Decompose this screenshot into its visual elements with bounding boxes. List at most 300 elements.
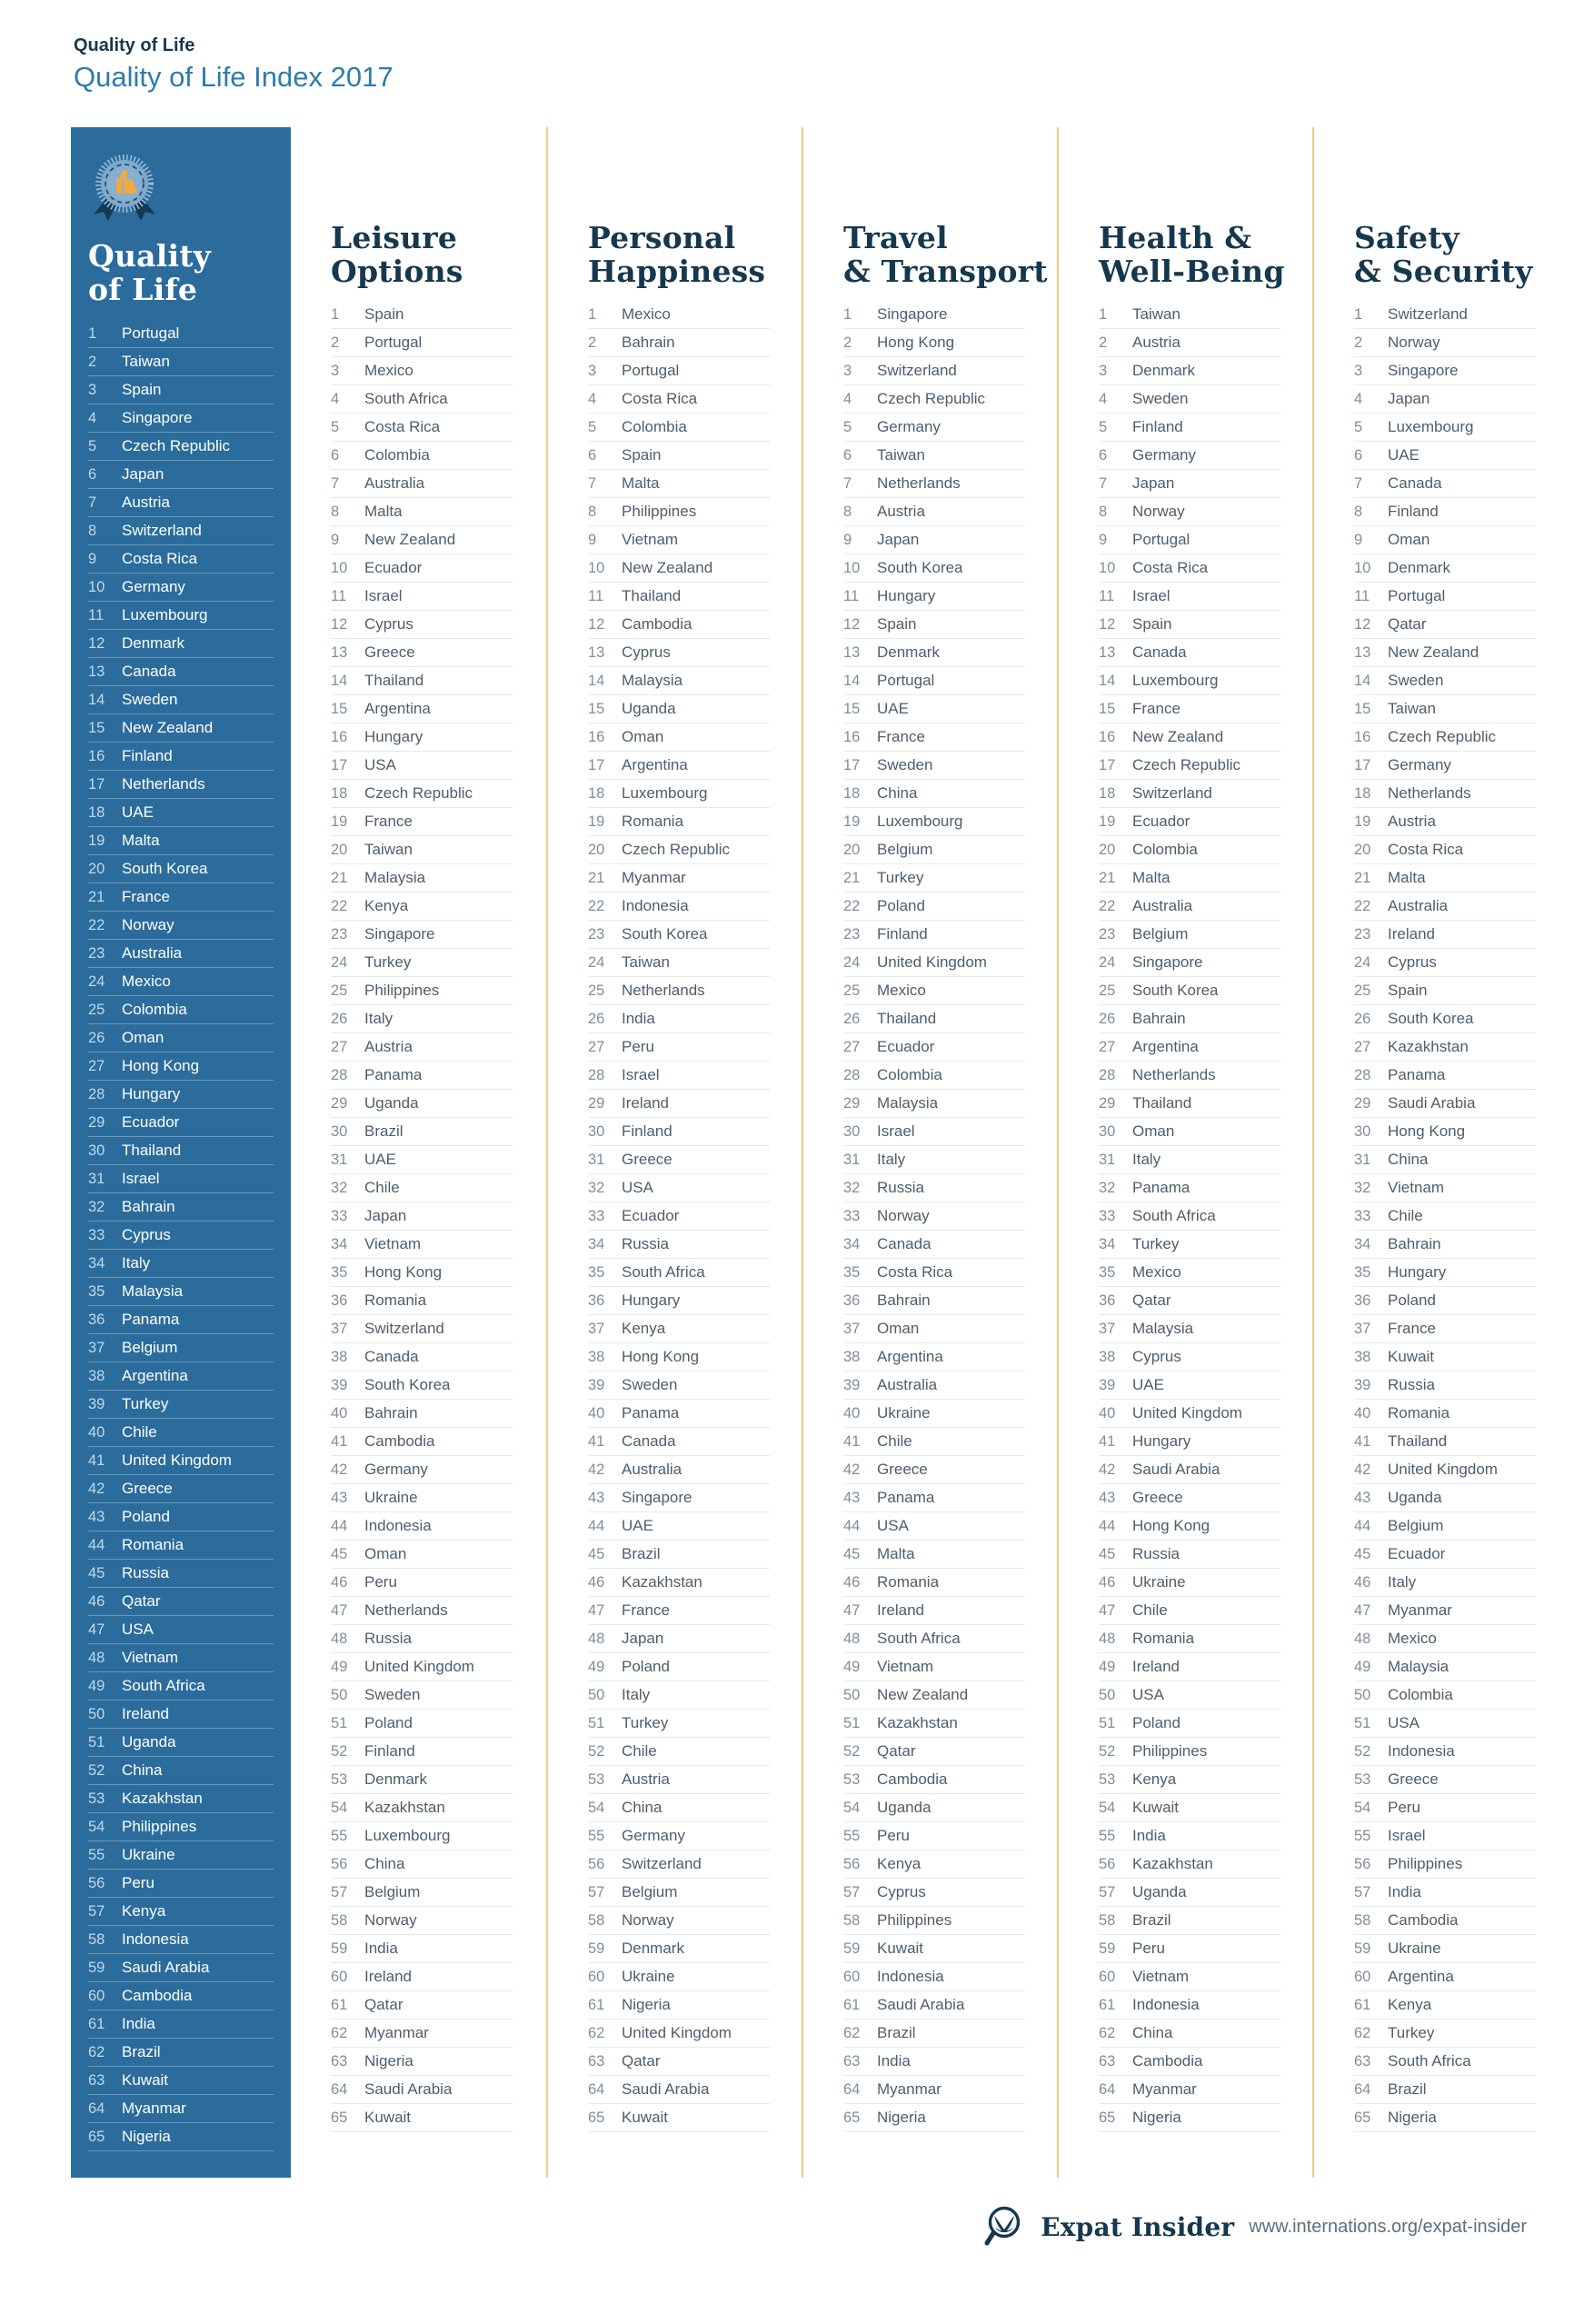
rank-number: 54 <box>1354 1799 1371 1816</box>
rank-number: 53 <box>588 1770 605 1788</box>
list-item <box>843 1625 1025 1653</box>
country-name: Poland <box>622 1658 670 1675</box>
list-item <box>331 1428 513 1456</box>
list-item <box>331 780 513 808</box>
list-item <box>1099 1625 1280 1653</box>
list-item <box>88 1362 274 1391</box>
country-name: Italy <box>1388 1573 1417 1591</box>
list-item <box>331 1202 513 1231</box>
column-title-line: & Transport <box>843 254 1048 289</box>
country-name: Peru <box>1388 1799 1420 1816</box>
rank-number: 13 <box>588 643 605 661</box>
country-name: Cambodia <box>1132 2052 1203 2070</box>
list-item <box>843 1062 1025 1090</box>
rank-number: 10 <box>88 578 105 595</box>
country-name: Hong Kong <box>364 1263 443 1281</box>
rank-number: 36 <box>588 1292 605 1309</box>
country-name: Kenya <box>122 1902 166 1920</box>
rank-number: 57 <box>331 1883 348 1900</box>
rank-number: 47 <box>1354 1601 1371 1619</box>
country-name: South Africa <box>877 1630 961 1647</box>
rank-number: 59 <box>588 1940 605 1957</box>
rank-number: 44 <box>843 1517 861 1534</box>
country-name: Panama <box>1388 1066 1446 1083</box>
rank-number: 39 <box>588 1376 605 1393</box>
list-item <box>331 893 513 921</box>
list-item <box>1354 442 1536 470</box>
country-name: Luxembourg <box>1132 672 1219 689</box>
list-item <box>331 977 513 1005</box>
country-name: Nigeria <box>122 2128 171 2145</box>
country-name: Kenya <box>1132 1770 1177 1788</box>
list-item <box>588 611 770 639</box>
rank-number: 25 <box>588 982 605 999</box>
rank-number: 65 <box>88 2128 105 2145</box>
country-name: Colombia <box>122 1001 187 1018</box>
column-title <box>1354 221 1568 288</box>
list-item <box>1354 667 1536 695</box>
rank-number: 25 <box>88 1001 105 1018</box>
country-name: France <box>1388 1320 1436 1337</box>
country-name: Greece <box>364 643 415 661</box>
list-item <box>1099 2076 1280 2104</box>
country-name: Uganda <box>622 700 676 717</box>
country-name: China <box>877 784 918 802</box>
country-name: Denmark <box>1388 559 1450 576</box>
list-item <box>331 1569 513 1597</box>
list-item <box>331 1681 513 1710</box>
rank-number: 61 <box>331 1996 348 2013</box>
rank-number: 2 <box>88 353 97 370</box>
list-item <box>843 1033 1025 1062</box>
rank-number: 3 <box>88 381 97 398</box>
list-item <box>331 1738 513 1766</box>
rank-number: 47 <box>88 1621 105 1638</box>
country-name: India <box>877 2052 911 2070</box>
rank-number: 30 <box>331 1122 348 1140</box>
rank-number: 32 <box>1354 1179 1371 1196</box>
rank-number: 31 <box>1354 1151 1371 1168</box>
column-title-line: Health & <box>1099 220 1252 255</box>
country-name: Sweden <box>622 1376 678 1393</box>
magnifier-bird-icon <box>982 2203 1030 2250</box>
list-item <box>1354 385 1536 414</box>
rank-number: 4 <box>843 390 852 407</box>
list-item <box>588 583 770 611</box>
country-name: Singapore <box>1132 953 1203 971</box>
rank-number: 54 <box>1099 1799 1116 1816</box>
list-item <box>1354 1541 1536 1569</box>
country-name: Bahrain <box>622 334 675 351</box>
country-name: Chile <box>1132 1601 1168 1619</box>
country-name: Myanmar <box>1388 1601 1452 1619</box>
list-item <box>588 667 770 695</box>
rank-number: 14 <box>588 672 605 689</box>
list-item <box>88 348 274 376</box>
list-item <box>1354 1428 1536 1456</box>
country-name: UAE <box>877 700 909 717</box>
list-item <box>1099 2048 1280 2076</box>
country-name: Cambodia <box>364 1432 435 1450</box>
rank-number: 30 <box>1354 1122 1371 1140</box>
rank-number: 18 <box>331 784 348 802</box>
rank-number: 23 <box>588 925 605 943</box>
list-item <box>331 1062 513 1090</box>
list-item <box>843 301 1025 329</box>
country-name: Costa Rica <box>877 1263 953 1281</box>
list-item <box>1354 1850 1536 1879</box>
country-name: Mexico <box>1132 1263 1181 1281</box>
column-title-line: Options <box>331 254 463 289</box>
country-name: Australia <box>877 1376 938 1393</box>
list-item <box>1354 1822 1536 1850</box>
list-item <box>843 1935 1025 1963</box>
rank-number: 43 <box>1099 1489 1116 1506</box>
rank-number: 14 <box>1099 672 1116 689</box>
country-name: Uganda <box>877 1799 931 1816</box>
rank-number: 23 <box>843 925 861 943</box>
list-item <box>331 1963 513 1991</box>
rank-number: 61 <box>843 1996 861 2013</box>
list-item <box>1099 695 1280 723</box>
rank-number: 48 <box>1099 1630 1116 1647</box>
list-item <box>588 808 770 836</box>
rank-number: 9 <box>1099 531 1108 548</box>
rank-number: 26 <box>331 1010 348 1027</box>
rank-number: 63 <box>588 2052 605 2070</box>
rank-number: 5 <box>588 418 597 435</box>
rank-number: 60 <box>843 1968 861 1985</box>
country-name: Spain <box>122 381 162 398</box>
list-item <box>88 1926 274 1954</box>
list-item <box>88 1024 274 1052</box>
country-name: Ireland <box>622 1094 669 1112</box>
country-name: Austria <box>364 1038 413 1055</box>
rank-number: 28 <box>331 1066 348 1083</box>
country-name: Singapore <box>122 409 193 426</box>
rank-number: 53 <box>843 1770 861 1788</box>
country-name: New Zealand <box>877 1686 969 1703</box>
list-item <box>588 2048 770 2076</box>
list-item <box>331 723 513 752</box>
rank-number: 16 <box>331 728 348 745</box>
rank-number: 38 <box>88 1367 105 1384</box>
country-name: Saudi Arabia <box>364 2080 453 2098</box>
column-title-line: Personal <box>588 220 736 255</box>
rank-number: 39 <box>1354 1376 1371 1393</box>
rank-number: 48 <box>331 1630 348 1647</box>
rank-number: 63 <box>331 2052 348 2070</box>
rank-number: 32 <box>1099 1179 1116 1196</box>
country-name: Brazil <box>622 1545 661 1562</box>
list-item <box>88 1870 274 1898</box>
rank-number: 20 <box>843 841 861 858</box>
list-item <box>1099 949 1280 977</box>
rank-number: 2 <box>1099 334 1108 351</box>
country-name: Czech Republic <box>877 390 986 407</box>
list-item <box>1354 723 1536 752</box>
country-name: Netherlands <box>1388 784 1471 802</box>
country-name: Mexico <box>877 982 926 999</box>
rank-number: 18 <box>843 784 861 802</box>
rank-number: 8 <box>588 503 597 520</box>
ranking-list <box>88 320 274 2151</box>
country-name: Vietnam <box>622 531 679 548</box>
list-item <box>843 2104 1025 2132</box>
list-item <box>588 864 770 893</box>
list-item <box>1099 723 1280 752</box>
rank-number: 33 <box>331 1207 348 1224</box>
list-item <box>331 1653 513 1681</box>
country-name: Chile <box>622 1742 657 1760</box>
country-name: Ireland <box>877 1601 924 1619</box>
country-name: Switzerland <box>364 1320 444 1337</box>
country-name: Austria <box>1132 334 1181 351</box>
country-name: Finland <box>1388 503 1439 520</box>
country-name: Spain <box>1132 615 1172 633</box>
list-item <box>1354 1315 1536 1343</box>
column-title-line: of Life <box>88 272 198 307</box>
list-item <box>88 714 274 743</box>
list-item <box>1099 1231 1280 1259</box>
country-name: Bahrain <box>1388 1235 1441 1252</box>
rank-number: 2 <box>843 334 852 351</box>
rank-number: 37 <box>1354 1320 1371 1337</box>
country-name: Switzerland <box>622 1855 702 1872</box>
country-name: Israel <box>622 1066 660 1083</box>
list-item <box>1099 1033 1280 1062</box>
list-item <box>1099 1174 1280 1202</box>
country-name: Uganda <box>364 1094 419 1112</box>
rank-number: 17 <box>1354 756 1371 773</box>
rank-number: 23 <box>88 944 105 962</box>
rank-number: 13 <box>1099 643 1116 661</box>
country-name: Finland <box>364 1742 415 1760</box>
country-name: Taiwan <box>1132 305 1181 323</box>
list-item <box>1354 1625 1536 1653</box>
country-name: Taiwan <box>1388 700 1436 717</box>
country-name: India <box>1388 1883 1421 1900</box>
list-item <box>588 526 770 554</box>
country-name: Sweden <box>1388 672 1444 689</box>
rank-number: 15 <box>843 700 861 717</box>
country-name: Germany <box>1132 446 1196 464</box>
country-name: Hong Kong <box>622 1348 700 1365</box>
country-name: Malaysia <box>122 1282 184 1300</box>
country-name: Poland <box>364 1714 413 1731</box>
country-name: Malaysia <box>364 869 426 886</box>
country-name: Denmark <box>1132 362 1195 379</box>
list-item <box>1354 1963 1536 1991</box>
rank-number: 24 <box>1099 953 1116 971</box>
list-item <box>1354 1400 1536 1428</box>
country-name: Kazakhstan <box>1132 1855 1213 1872</box>
country-name: Indonesia <box>1132 1996 1200 2013</box>
rank-number: 53 <box>88 1790 105 1807</box>
list-item <box>331 1710 513 1738</box>
rank-number: 64 <box>1099 2080 1116 2098</box>
list-item <box>843 1794 1025 1822</box>
list-item <box>1354 1062 1536 1090</box>
country-name: Belgium <box>877 841 933 858</box>
country-name: Australia <box>1388 897 1449 914</box>
column-travel-transport <box>802 127 1057 2178</box>
rank-number: 35 <box>331 1263 348 1281</box>
list-item <box>88 1813 274 1841</box>
country-name: Malaysia <box>1132 1320 1194 1337</box>
rank-number: 24 <box>843 953 861 971</box>
rank-number: 53 <box>1354 1770 1371 1788</box>
rank-number: 40 <box>331 1404 348 1421</box>
list-item <box>843 1850 1025 1879</box>
country-name: Kazakhstan <box>122 1790 203 1807</box>
country-name: Nigeria <box>877 2109 926 2126</box>
country-name: Vietnam <box>1132 1968 1190 1985</box>
rank-number: 15 <box>588 700 605 717</box>
country-name: China <box>1388 1151 1429 1168</box>
list-item <box>88 1954 274 1982</box>
rank-number: 25 <box>1099 982 1116 999</box>
list-item <box>843 1400 1025 1428</box>
rank-number: 3 <box>1354 362 1363 379</box>
country-name: Malta <box>122 832 160 849</box>
country-name: Greece <box>1132 1489 1183 1506</box>
rank-number: 44 <box>88 1536 105 1553</box>
country-name: China <box>364 1855 405 1872</box>
country-name: Thailand <box>1132 1094 1192 1112</box>
rank-number: 13 <box>331 643 348 661</box>
column-title <box>88 239 291 306</box>
rank-number: 63 <box>1354 2052 1371 2070</box>
list-item <box>588 1005 770 1033</box>
list-item <box>1099 1259 1280 1287</box>
rank-number: 10 <box>1354 559 1371 576</box>
list-item <box>843 949 1025 977</box>
rank-number: 43 <box>331 1489 348 1506</box>
list-item <box>588 1428 770 1456</box>
country-name: Russia <box>1132 1545 1180 1562</box>
ranking-list <box>588 301 770 2132</box>
list-item <box>331 1879 513 1907</box>
country-name: South Korea <box>122 860 208 877</box>
country-name: South Korea <box>364 1376 451 1393</box>
list-item <box>588 1907 770 1935</box>
rank-number: 47 <box>331 1601 348 1619</box>
country-name: Kazakhstan <box>877 1714 958 1731</box>
country-name: South Korea <box>622 925 708 943</box>
country-name: Canada <box>877 1235 931 1252</box>
rank-number: 46 <box>588 1573 605 1591</box>
country-name: Belgium <box>1132 925 1189 943</box>
rank-number: 55 <box>843 1827 861 1844</box>
country-name: Cambodia <box>877 1770 948 1788</box>
footer-url: www.internations.org/expat-insider <box>1249 2216 1527 2237</box>
list-item <box>588 780 770 808</box>
eyebrow-title: Quality of Life <box>74 35 195 55</box>
list-item <box>331 583 513 611</box>
rank-number: 50 <box>588 1686 605 1703</box>
rank-number: 15 <box>1354 700 1371 717</box>
country-name: Austria <box>622 1770 670 1788</box>
country-name: Hungary <box>622 1292 681 1309</box>
list-item <box>1354 1710 1536 1738</box>
list-item <box>1099 977 1280 1005</box>
list-item <box>1099 414 1280 442</box>
rank-number: 62 <box>331 2024 348 2041</box>
list-item <box>843 1484 1025 1512</box>
rank-number: 19 <box>88 832 105 849</box>
country-name: Colombia <box>364 446 430 464</box>
rank-number: 23 <box>1354 925 1371 943</box>
list-item <box>88 1250 274 1278</box>
list-item <box>331 949 513 977</box>
rank-number: 42 <box>1099 1461 1116 1478</box>
list-item <box>88 883 274 912</box>
rank-number: 34 <box>843 1235 861 1252</box>
list-item <box>843 1907 1025 1935</box>
rank-number: 7 <box>1354 474 1363 492</box>
list-item <box>331 1146 513 1174</box>
list-item <box>1099 1907 1280 1935</box>
country-name: Cyprus <box>877 1883 926 1900</box>
country-name: Portugal <box>364 334 423 351</box>
rank-number: 62 <box>1354 2024 1371 2041</box>
country-name: Chile <box>877 1432 912 1450</box>
list-item <box>843 1822 1025 1850</box>
list-item <box>88 1841 274 1870</box>
rank-number: 41 <box>88 1451 105 1469</box>
list-item <box>88 2123 274 2151</box>
rank-number: 56 <box>1354 1855 1371 1872</box>
column-title-line: Safety <box>1354 220 1460 255</box>
list-item <box>843 442 1025 470</box>
list-item <box>1099 1710 1280 1738</box>
country-name: Sweden <box>1132 390 1189 407</box>
list-item <box>331 752 513 780</box>
rank-number: 24 <box>588 953 605 971</box>
rank-number: 39 <box>88 1395 105 1412</box>
column-title <box>588 221 802 288</box>
rank-number: 64 <box>588 2080 605 2098</box>
rank-number: 28 <box>1099 1066 1116 1083</box>
rank-number: 10 <box>588 559 605 576</box>
rank-number: 31 <box>88 1170 105 1187</box>
ranking-list <box>1354 301 1536 2132</box>
list-item <box>588 1146 770 1174</box>
list-item <box>331 1090 513 1118</box>
rank-number: 40 <box>1099 1404 1116 1421</box>
list-item <box>1099 1653 1280 1681</box>
country-name: Cambodia <box>622 615 692 633</box>
country-name: Sweden <box>877 756 933 773</box>
list-item <box>331 357 513 385</box>
rank-number: 63 <box>843 2052 861 2070</box>
list-item <box>588 1343 770 1371</box>
country-name: Thailand <box>122 1142 182 1159</box>
rank-number: 41 <box>1099 1432 1116 1450</box>
rank-number: 18 <box>1354 784 1371 802</box>
list-item <box>843 723 1025 752</box>
list-item <box>588 752 770 780</box>
rank-number: 27 <box>1099 1038 1116 1055</box>
country-name: Cambodia <box>122 1987 193 2004</box>
rank-number: 20 <box>1354 841 1371 858</box>
column-title-line: Travel <box>843 220 948 255</box>
country-name: Russia <box>364 1630 412 1647</box>
country-name: China <box>122 1761 163 1779</box>
country-name: Ecuador <box>877 1038 935 1055</box>
rank-number: 14 <box>331 672 348 689</box>
